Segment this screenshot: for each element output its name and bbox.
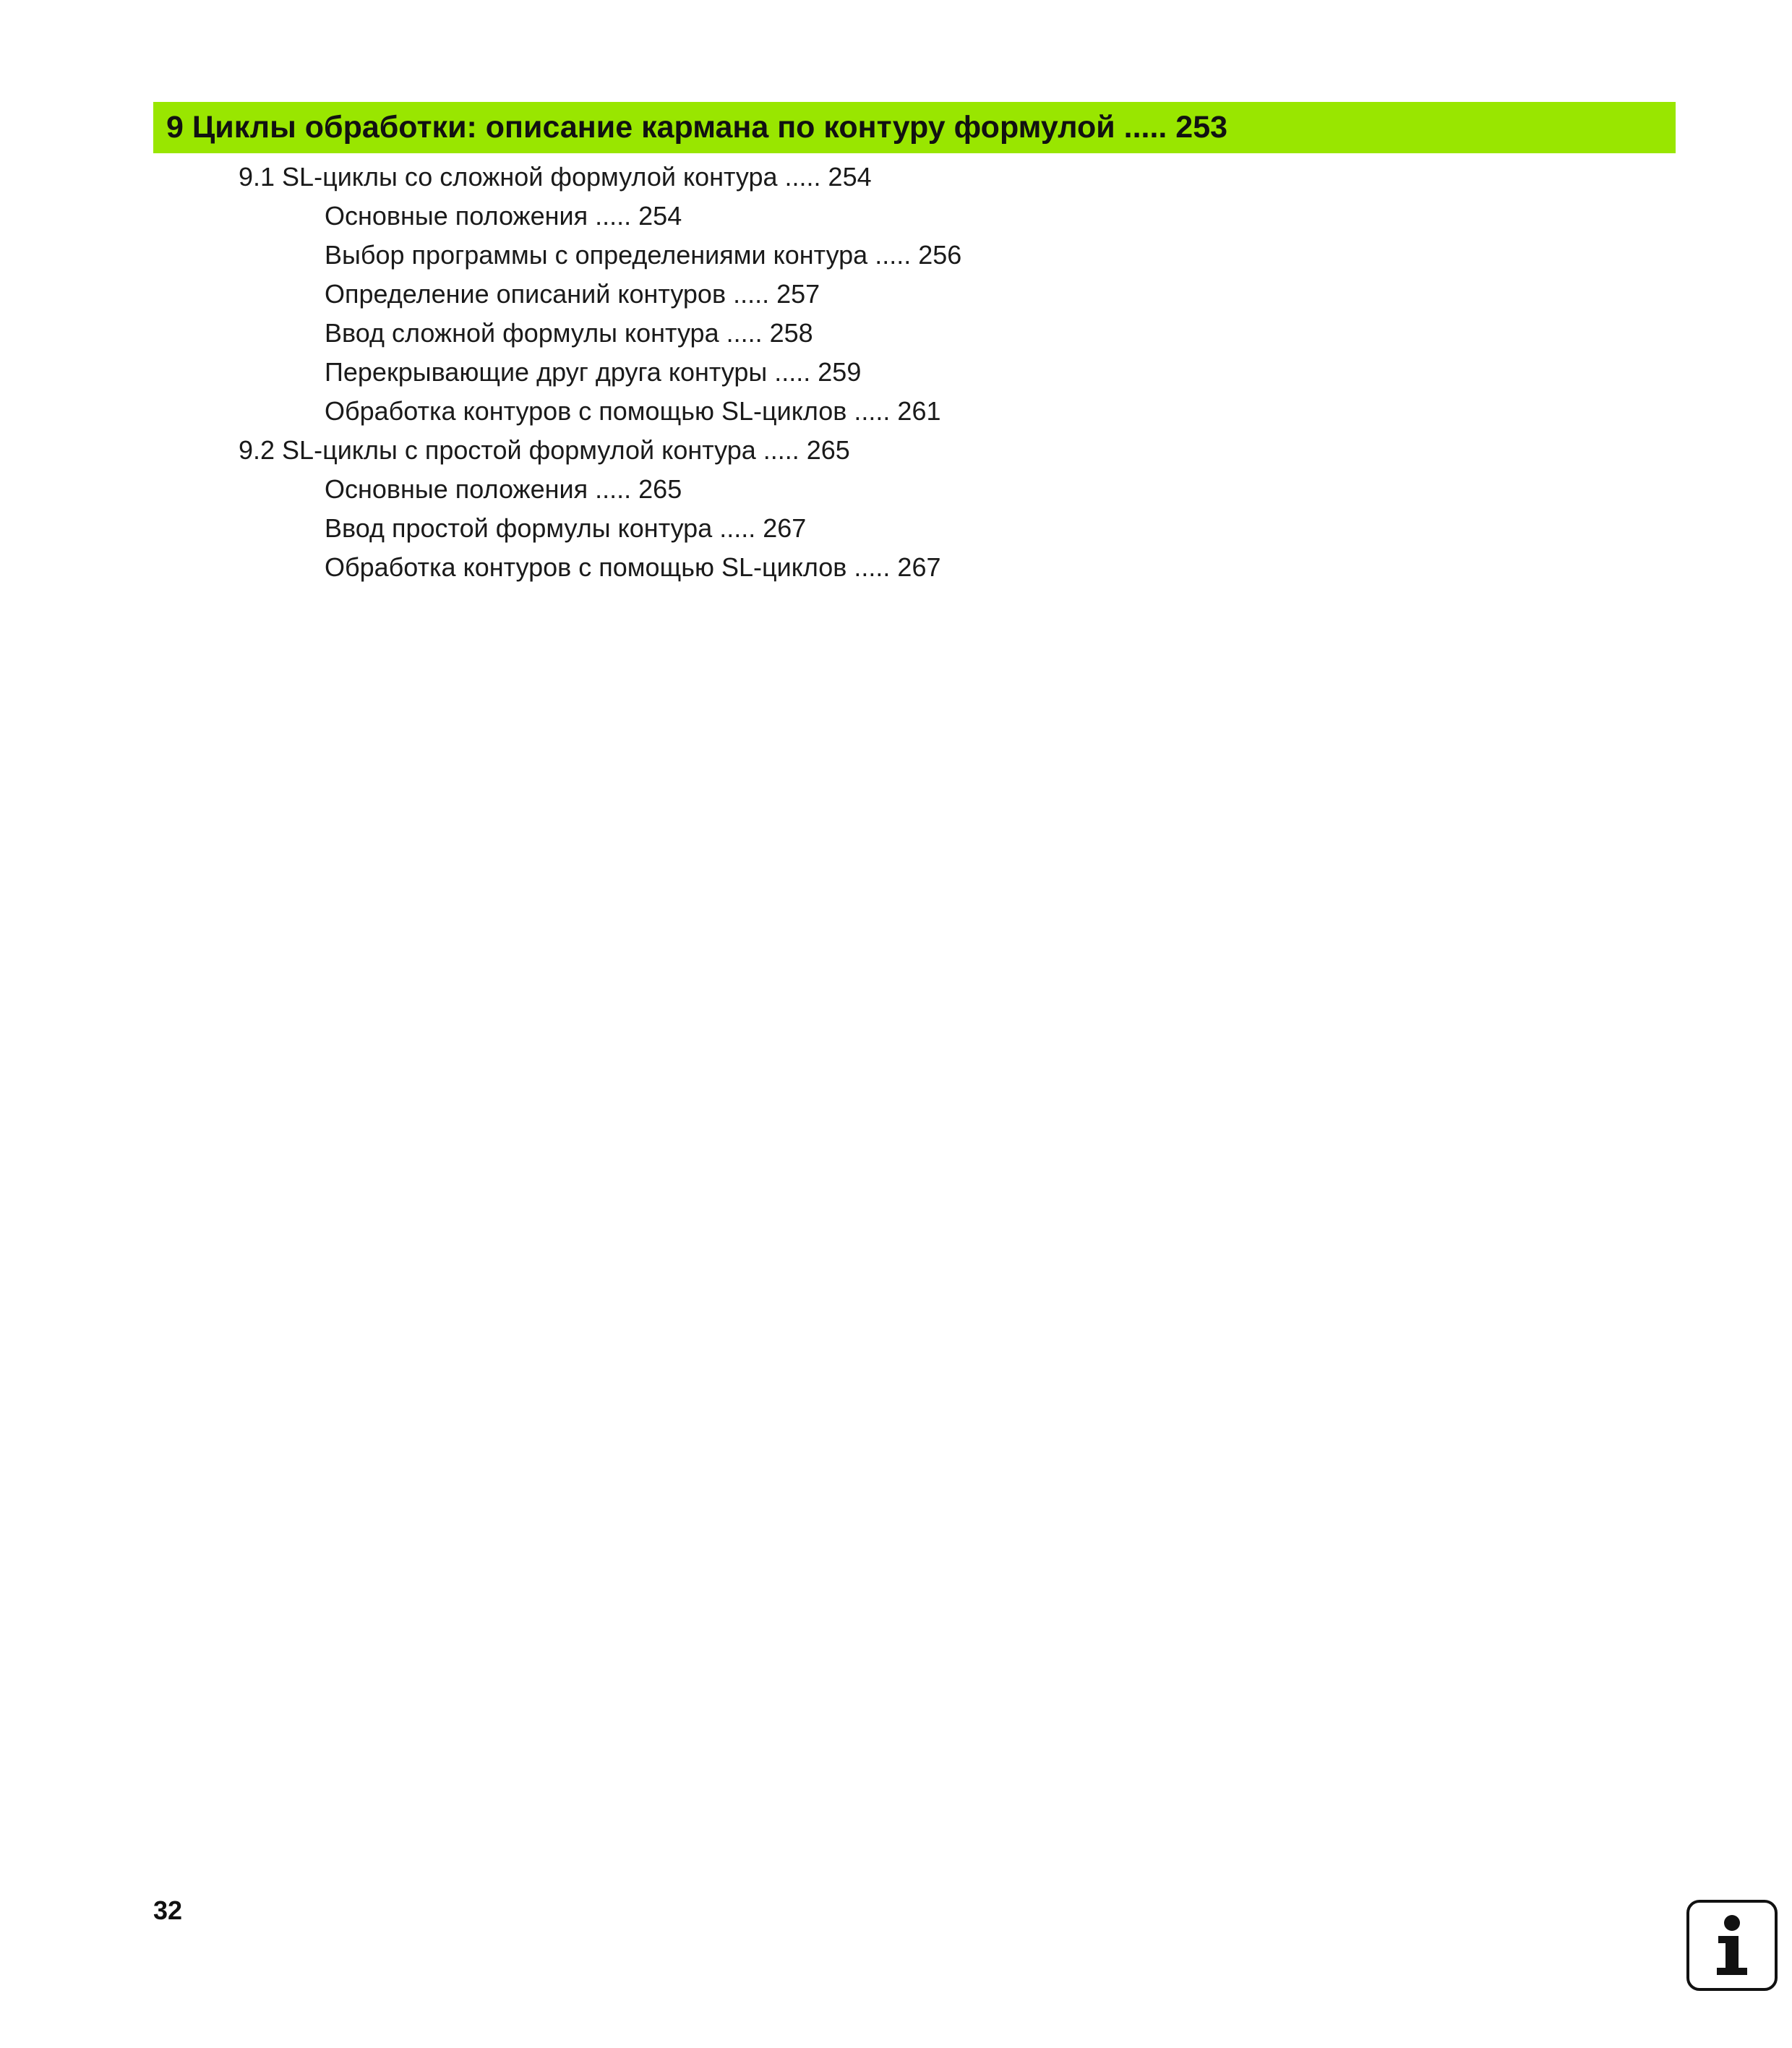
toc-section-9-2[interactable]: 9.2 SL-циклы с простой формулой контура ..... 265 xyxy=(239,435,850,465)
info-icon xyxy=(1686,1900,1778,1991)
toc-entry[interactable]: Ввод простой формулы контура ..... 267 xyxy=(325,513,807,543)
chapter-title[interactable]: 9 Циклы обработки: описание кармана по контуру формулой ..... 253 xyxy=(166,110,1228,145)
toc-entry[interactable]: Выбор программы с определениями контура ..... 256 xyxy=(325,240,962,270)
chapter-header-bar xyxy=(153,102,1676,153)
toc-entry[interactable]: Обработка контуров с помощью SL-циклов ..... 261 xyxy=(325,396,941,426)
toc-section-9-1[interactable]: 9.1 SL-циклы со сложной формулой контура ..... 254 xyxy=(239,162,872,192)
toc-entry[interactable]: Ввод сложной формулы контура ..... 258 xyxy=(325,318,813,348)
toc-entry[interactable]: Перекрывающие друг друга контуры ..... 259 xyxy=(325,357,862,387)
page-number: 32 xyxy=(153,1895,183,1925)
toc-entry[interactable]: Основные положения ..... 265 xyxy=(325,474,682,504)
toc-entry[interactable]: Основные положения ..... 254 xyxy=(325,201,682,231)
toc-entry[interactable]: Обработка контуров с помощью SL-циклов ..... 267 xyxy=(325,552,941,582)
toc-entry[interactable]: Определение описаний контуров ..... 257 xyxy=(325,279,820,309)
